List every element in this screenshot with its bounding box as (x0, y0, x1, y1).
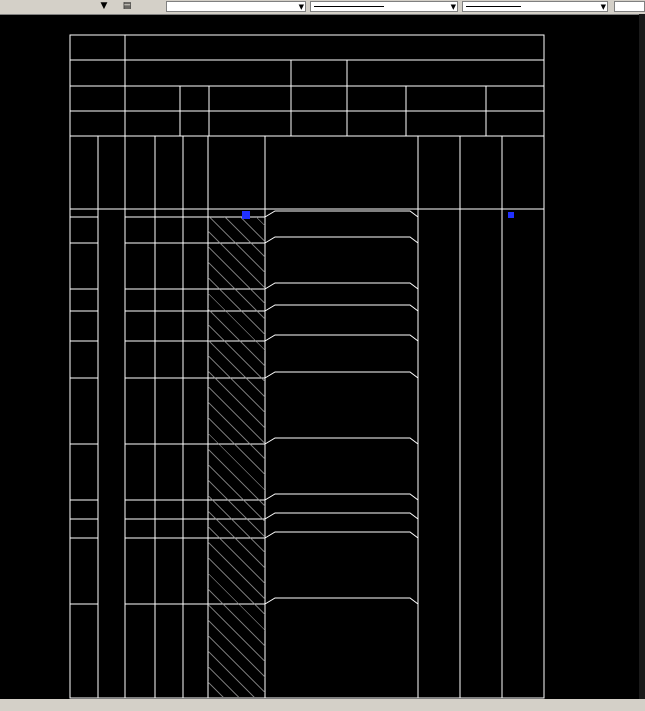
chevron-down-icon: ▼ (298, 3, 304, 11)
layers-icon[interactable]: ▼ (100, 1, 108, 11)
water-level-marker (242, 211, 250, 219)
column-chart-hatch (208, 217, 265, 697)
layer-stack-icon[interactable]: ▤ (122, 1, 132, 11)
water-level-marker-right (508, 212, 514, 218)
chevron-down-icon: ▼ (600, 3, 606, 11)
chevron-down-icon: ▼ (450, 3, 456, 11)
